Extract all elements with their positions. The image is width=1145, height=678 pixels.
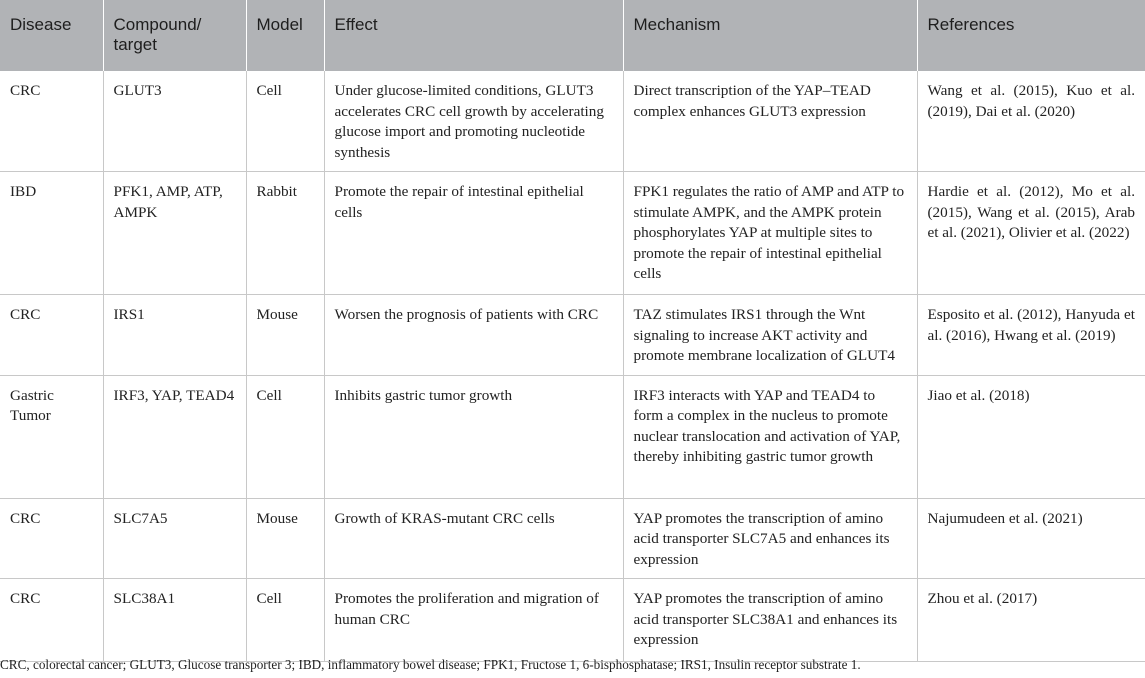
- cell-model: Cell: [246, 375, 324, 498]
- table-row: [0, 375, 1145, 498]
- cell-mechanism: TAZ stimulates IRS1 through the Wnt signaling to increase AKT activity and promote membrane localization of GLUT4: [623, 295, 917, 376]
- cell-compound: GLUT3: [103, 71, 246, 172]
- cell-references: Najumudeen et al. (2021): [917, 498, 1145, 579]
- cell-mechanism: IRF3 interacts with YAP and TEAD4 to form a complex in the nucleus to promote nuclear translocation and activation of YAP, thereby inhibiting gastric tumor growth: [623, 375, 917, 498]
- header-mechanism: Mechanism: [623, 0, 917, 71]
- cell-effect: Inhibits gastric tumor growth: [324, 375, 623, 498]
- table-header: [0, 0, 1145, 71]
- cell-compound: SLC7A5: [103, 498, 246, 579]
- cell-references: Zhou et al. (2017): [917, 579, 1145, 662]
- cell-model: Mouse: [246, 295, 324, 376]
- cell-disease: CRC: [0, 295, 103, 376]
- table-body: [0, 71, 1145, 662]
- cell-model: Mouse: [246, 498, 324, 579]
- header-references: References: [917, 0, 1145, 71]
- cell-compound: IRS1: [103, 295, 246, 376]
- header-row: [0, 0, 1145, 71]
- cell-model: Cell: [246, 71, 324, 172]
- cell-effect: Growth of KRAS-mutant CRC cells: [324, 498, 623, 579]
- cell-disease: CRC: [0, 498, 103, 579]
- cell-mechanism: YAP promotes the transcription of amino acid transporter SLC38A1 and enhances its expression: [623, 579, 917, 662]
- header-compound-target: Compound/ target: [103, 0, 246, 71]
- cell-effect: Promotes the proliferation and migration of human CRC: [324, 579, 623, 662]
- table-row: [0, 71, 1145, 172]
- cell-mechanism: FPK1 regulates the ratio of AMP and ATP to stimulate AMPK, and the AMPK protein phosphorylates YAP at multiple sites to promote the repair of intestinal epithelial cells: [623, 172, 917, 295]
- cell-disease: CRC: [0, 71, 103, 172]
- cell-references: Hardie et al. (2012), Mo et al. (2015), Wang et al. (2015), Arab et al. (2021), Olivier et al. (2022): [917, 172, 1145, 295]
- cell-compound: SLC38A1: [103, 579, 246, 662]
- table-footnote: CRC, colorectal cancer; GLUT3, Glucose transporter 3; IBD, inflammatory bowel disease; FPK1, Fructose 1, 6-bisphosphatase; IRS1, Insulin receptor substrate 1.: [0, 657, 861, 672]
- header-disease: Disease: [0, 0, 103, 71]
- cell-disease: CRC: [0, 579, 103, 662]
- table-row: [0, 172, 1145, 295]
- cell-effect: Worsen the prognosis of patients with CRC: [324, 295, 623, 376]
- cell-mechanism: YAP promotes the transcription of amino acid transporter SLC7A5 and enhances its expression: [623, 498, 917, 579]
- cell-model: Rabbit: [246, 172, 324, 295]
- header-model: Model: [246, 0, 324, 71]
- cell-references: Wang et al. (2015), Kuo et al. (2019), Dai et al. (2020): [917, 71, 1145, 172]
- cell-compound: IRF3, YAP, TEAD4: [103, 375, 246, 498]
- cell-model: Cell: [246, 579, 324, 662]
- cell-compound: PFK1, AMP, ATP, AMPK: [103, 172, 246, 295]
- cell-references: Esposito et al. (2012), Hanyuda et al. (2016), Hwang et al. (2019): [917, 295, 1145, 376]
- cell-effect: Under glucose-limited conditions, GLUT3 accelerates CRC cell growth by accelerating glucose import and promoting nucleotide synthesis: [324, 71, 623, 172]
- header-effect: Effect: [324, 0, 623, 71]
- cell-mechanism: Direct transcription of the YAP–TEAD complex enhances GLUT3 expression: [623, 71, 917, 172]
- cell-disease: Gastric Tumor: [0, 375, 103, 498]
- table-row: [0, 498, 1145, 579]
- cell-references: Jiao et al. (2018): [917, 375, 1145, 498]
- table-row: [0, 579, 1145, 662]
- cell-disease: IBD: [0, 172, 103, 295]
- cell-effect: Promote the repair of intestinal epithelial cells: [324, 172, 623, 295]
- table-row: [0, 295, 1145, 376]
